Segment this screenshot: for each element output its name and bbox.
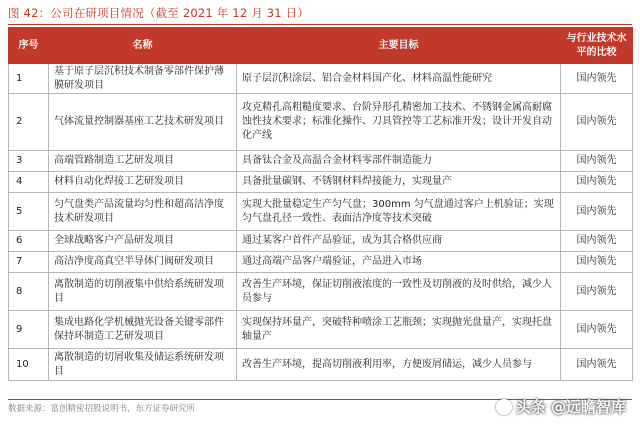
cell-goal: 具备钛合金及高温合金材料零部件制造能力 — [237, 151, 561, 172]
cell-goal: 原子层沉积涂层、铝合金材料国产化、材料高温性能研究 — [237, 64, 561, 94]
cell-no: 7 — [9, 252, 49, 273]
header-name: 名称 — [49, 28, 237, 64]
cell-goal: 具备批量碳钢、不锈钢材料焊接能力，实现量产 — [237, 172, 561, 193]
cell-name: 离散制造的切屑收集及储运系统研发项目 — [49, 349, 237, 381]
cell-name: 高端管路制造工艺研发项目 — [49, 151, 237, 172]
cell-no: 1 — [9, 64, 49, 94]
header-goal: 主要目标 — [237, 28, 561, 64]
cell-name: 全球战略客户产品研发项目 — [49, 231, 237, 252]
table-row — [9, 349, 633, 381]
cell-name: 气体流量控制器基座工艺技术研发项目 — [49, 94, 237, 151]
cell-no: 2 — [9, 94, 49, 151]
cell-goal: 实现保持环量产，突破特种喷涂工艺瓶颈；实现抛光盘量产，实现托盘轴量产 — [237, 311, 561, 349]
table-row — [9, 311, 633, 349]
table-row — [9, 172, 633, 193]
cell-compare: 国内领先 — [561, 273, 633, 311]
cell-compare: 国内领先 — [561, 172, 633, 193]
cell-compare: 国内领先 — [561, 193, 633, 231]
cell-no: 3 — [9, 151, 49, 172]
data-source: 数据来源：富创精密招股说明书，东方证券研究所 — [8, 404, 196, 414]
cell-name: 离散制造的切削液集中供给系统研发项目 — [49, 273, 237, 311]
projects-table — [8, 27, 633, 381]
cell-goal: 通过某客户首件产品验证，成为其合格供应商 — [237, 231, 561, 252]
cell-name: 高洁净度高真空半导体门阀研发项目 — [49, 252, 237, 273]
cell-goal: 改善生产环境，提高切削液利用率，方便废屑储运，减少人员参与 — [237, 349, 561, 381]
cell-name: 匀气盘类产品流量均匀性和超高洁净度技术研发项目 — [49, 193, 237, 231]
cell-goal: 实现大批量稳定生产匀气盘；300mm 匀气盘通过客户上机验证；实现匀气盘孔径一致性、表面洁净度等技术突破 — [237, 193, 561, 231]
cell-name: 集成电路化学机械抛光设备关键零部件保持环制造工艺研发项目 — [49, 311, 237, 349]
cell-no: 8 — [9, 273, 49, 311]
cell-no: 4 — [9, 172, 49, 193]
table-header-row — [9, 28, 633, 64]
table-row — [9, 273, 633, 311]
table-row — [9, 64, 633, 94]
figure-title: 图 42：公司在研项目情况（截至 2021 年 12 月 31 日） — [8, 6, 310, 20]
cell-goal: 通过高端产品客户端验证，产品进入市场 — [237, 252, 561, 273]
cell-compare: 国内领先 — [561, 64, 633, 94]
watermark — [496, 396, 626, 417]
cell-no: 9 — [9, 311, 49, 349]
watermark-logo-icon — [496, 399, 512, 415]
table-row — [9, 94, 633, 151]
cell-name: 材料自动化焊接工艺研发项目 — [49, 172, 237, 193]
cell-goal: 攻克精孔高粗糙度要求、台阶异形孔精密加工技术、不锈钢金属高耐腐蚀性技术要求；标准化操作、刀具管控等工艺标准开发；设计开发自动化产线 — [237, 94, 561, 151]
cell-no: 6 — [9, 231, 49, 252]
cell-compare: 国内领先 — [561, 151, 633, 172]
table-row — [9, 252, 633, 273]
header-no: 序号 — [9, 28, 49, 64]
header-compare: 与行业技术水平的比较 — [561, 28, 633, 64]
cell-goal: 改善生产环境，保证切削液浓度的一致性及切削液的及时供给，减少人员参与 — [237, 273, 561, 311]
table-row — [9, 231, 633, 252]
cell-no: 10 — [9, 349, 49, 381]
table-row — [9, 193, 633, 231]
cell-name: 基于原子层沉积技术制备零部件保护薄膜研发项目 — [49, 64, 237, 94]
cell-compare: 国内领先 — [561, 311, 633, 349]
watermark-text: 头条 @远瞻智库 — [515, 398, 626, 416]
cell-compare: 国内领先 — [561, 349, 633, 381]
table-row — [9, 151, 633, 172]
cell-compare: 国内领先 — [561, 94, 633, 151]
cell-compare: 国内领先 — [561, 252, 633, 273]
cell-compare: 国内领先 — [561, 231, 633, 252]
cell-no: 5 — [9, 193, 49, 231]
title-divider — [8, 24, 632, 25]
